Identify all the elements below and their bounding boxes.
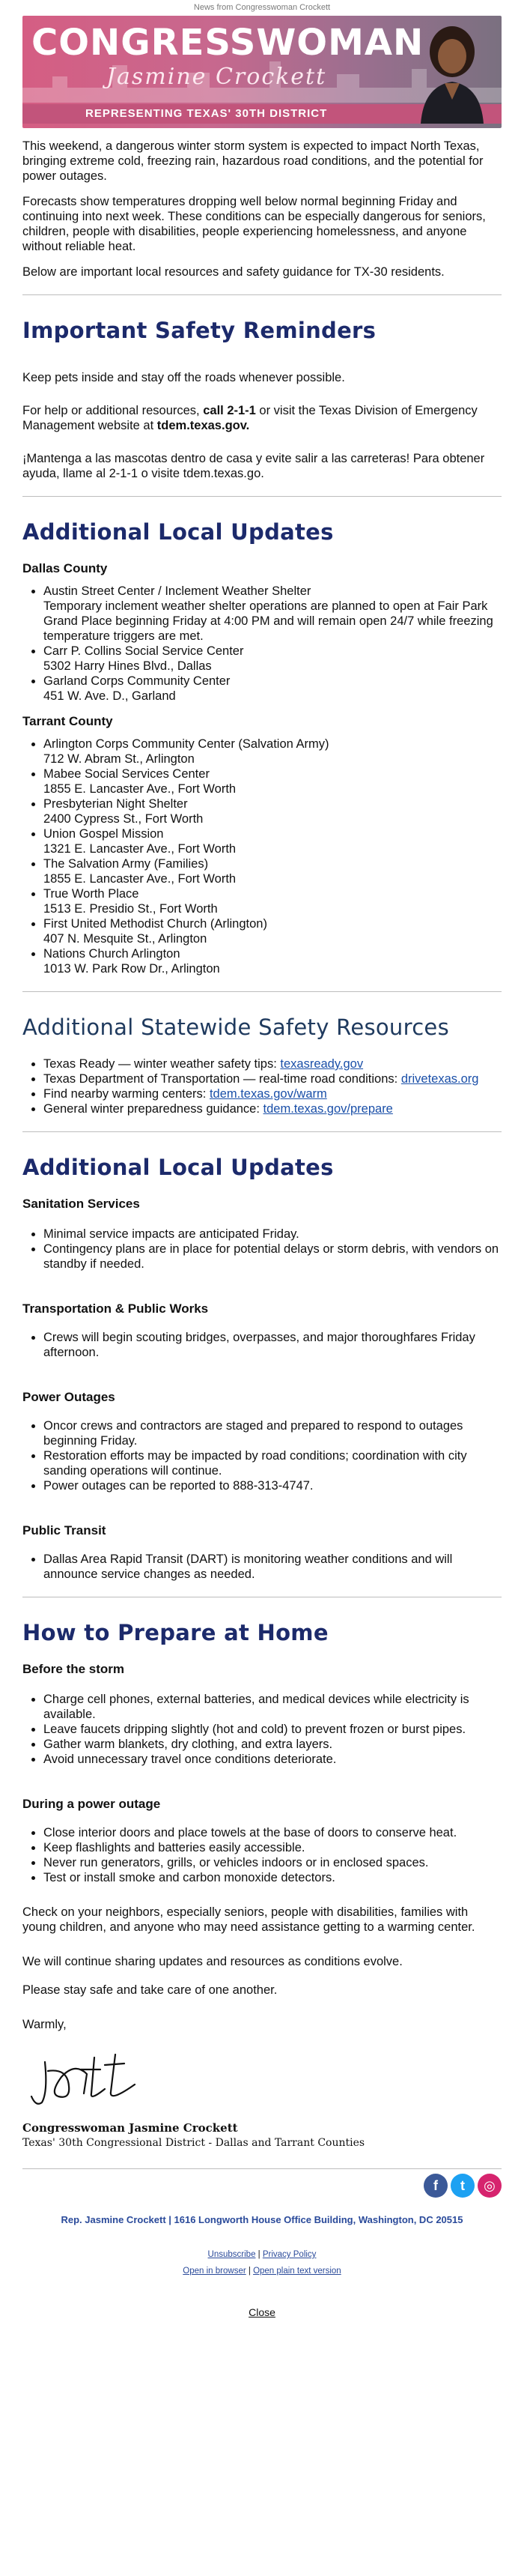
list-item: • Charge cell phones, external batteries, and medical devices while electricity is available. — [43, 1692, 502, 1722]
divider — [22, 294, 502, 295]
close-link[interactable]: Close — [249, 2306, 275, 2318]
divider — [22, 991, 502, 992]
safety-paragraph-1: Keep pets inside and stay off the roads whenever possible. — [22, 371, 345, 384]
updates-paragraph: We will continue sharing updates and resources as conditions evolve. — [22, 1955, 403, 1968]
neighbors-paragraph: Check on your neighbors, especially seniors, people with disabilities, families with young children, and anyone who may need assistance getting to a warming center. — [22, 1905, 475, 1934]
list-item: • Power outages can be reported to 888-313-4747. — [43, 1478, 502, 1493]
transit-list — [22, 1552, 502, 1582]
warming-centers-link[interactable]: tdem.texas.gov/warm — [209, 1087, 327, 1101]
list-item: • The Salvation Army (Families) 1855 E. Lancaster Ave., Fort Worth — [43, 856, 502, 886]
twitter-icon[interactable]: t — [451, 2174, 475, 2198]
power-outages-heading: Power Outages — [22, 1390, 115, 1404]
list-item: • Garland Corps Community Center 451 W. Ave. D., Garland — [43, 674, 502, 704]
sanitation-list — [22, 1227, 502, 1272]
list-item: • Close interior doors and place towels at the base of doors to conserve heat. — [43, 1825, 502, 1840]
list-item: • Never run generators, grills, or vehicles indoors or in enclosed spaces. — [43, 1855, 502, 1870]
power-outage-list — [22, 1825, 502, 1885]
divider — [22, 1131, 502, 1132]
preheader: News from Congresswoman Crockett — [193, 3, 331, 12]
list-item: • Avoid unnecessary travel once conditions deteriorate. — [43, 1752, 502, 1767]
statewide-heading: Additional Statewide Safety Resources — [22, 1015, 449, 1040]
list-item: • Dallas Area Rapid Transit (DART) is monitoring weather conditions and will announce service changes as needed. — [43, 1552, 502, 1582]
intro-paragraph-2: Forecasts show temperatures dropping well below normal beginning Friday and continuing into next week. These conditions can be especially dangerous for seniors, children, people with disabilities, people experiencing homelessness, and anyone without reliable heat. — [22, 195, 486, 253]
tarrant-list — [22, 737, 502, 976]
list-item: • General winter preparedness guidance: tdem.texas.gov/prepare — [43, 1101, 502, 1116]
list-item: • Nations Church Arlington 1013 W. Park Row Dr., Arlington — [43, 946, 502, 976]
before-storm-list — [22, 1692, 502, 1767]
list-item: • Crews will begin scouting bridges, overpasses, and major thoroughfares Friday afternoon. — [43, 1330, 502, 1360]
closing-paragraph: Warmly, — [22, 2018, 67, 2031]
drivetexas-link[interactable]: drivetexas.org — [400, 1072, 479, 1086]
list-item: • Contingency plans are in place for potential delays or storm debris, with vendors on standby if needed. — [43, 1242, 502, 1272]
banner-name: Jasmine Crockett — [106, 64, 327, 90]
safety-paragraph-2: For help or additional resources, call 2-1-1 or visit the Texas Division of Emergency Management website at tdem.texas.gov. — [22, 404, 478, 432]
list-item: • Mabee Social Services Center 1855 E. Lancaster Ave., Fort Worth — [43, 767, 502, 796]
signature-image — [22, 2047, 502, 2114]
unsubscribe-link[interactable]: Unsubscribe — [207, 2250, 256, 2259]
signature-name: Congresswoman Jasmine Crockett — [22, 2121, 238, 2135]
list-item: • Keep flashlights and batteries easily accessible. — [43, 1840, 502, 1855]
stay-safe-paragraph: Please stay safe and take care of one another. — [22, 1983, 278, 1997]
transportation-list — [22, 1330, 502, 1360]
divider — [22, 496, 502, 497]
prepare-link[interactable]: tdem.texas.gov/prepare — [263, 1102, 393, 1116]
signature-subtitle: Texas' 30th Congressional District - Dallas and Tarrant Counties — [22, 2137, 365, 2149]
power-outage-heading: During a power outage — [22, 1797, 161, 1811]
footer-address: Rep. Jasmine Crockett | 1616 Longworth House Office Building, Washington, DC 20515 — [61, 2214, 463, 2225]
list-item: • True Worth Place 1513 E. Presidio St., Fort Worth — [43, 886, 502, 916]
intro-paragraph-1: This weekend, a dangerous winter storm system is expected to impact North Texas, bringing extreme cold, freezing rain, hazardous road conditions, and the potential for power outages. — [22, 139, 484, 183]
list-item: • Find nearby warming centers: tdem.texas.gov/warm — [43, 1086, 502, 1101]
safety-paragraph-spanish: ¡Mantenga a las mascotas dentro de casa y evite salir a las carreteras! Para obtener ayuda, llame al 2-1-1 o visite tdem.texas.go. — [22, 452, 485, 480]
power-list — [22, 1418, 502, 1493]
facebook-icon[interactable]: f — [424, 2174, 448, 2198]
list-item: • Texas Department of Transportation — real-time road conditions: drivetexas.org — [43, 1071, 502, 1086]
safety-heading: Important Safety Reminders — [22, 318, 377, 343]
texasready-link[interactable]: texasready.gov — [280, 1057, 364, 1071]
header-banner — [22, 16, 502, 128]
prepare-heading: How to Prepare at Home — [22, 1620, 329, 1645]
list-item: • First United Methodist Church (Arlington) 407 N. Mesquite St., Arlington — [43, 916, 502, 946]
sanitation-heading: Sanitation Services — [22, 1197, 140, 1211]
list-item: • Restoration efforts may be impacted by road conditions; coordination with city sanding operations will continue. — [43, 1448, 502, 1478]
list-item: • Leave faucets dripping slightly (hot and cold) to prevent frozen or burst pipes. — [43, 1722, 502, 1737]
list-item: • Presbyterian Night Shelter 2400 Cypress St., Fort Worth — [43, 796, 502, 826]
before-storm-heading: Before the storm — [22, 1662, 125, 1676]
instagram-icon[interactable]: ◎ — [478, 2174, 502, 2198]
list-item: • Gather warm blankets, dry clothing, and extra layers. — [43, 1737, 502, 1752]
plain-text-link[interactable]: Open plain text version — [253, 2267, 341, 2276]
list-item: • Arlington Corps Community Center (Salvation Army) 712 W. Abram St., Arlington — [43, 737, 502, 767]
transportation-heading: Transportation & Public Works — [22, 1301, 209, 1316]
banner-title: CONGRESSWOMAN — [31, 22, 424, 64]
banner-subtitle: REPRESENTING TEXAS' 30TH DISTRICT — [22, 104, 502, 124]
dallas-county-heading: Dallas County — [22, 561, 108, 575]
tdem-link-text: tdem.texas.gov. — [156, 419, 250, 432]
social-icons — [22, 2169, 502, 2205]
list-item: • Minimal service impacts are anticipated Friday. — [43, 1227, 502, 1242]
open-in-browser-link[interactable]: Open in browser — [183, 2267, 246, 2276]
statewide-list — [22, 1056, 502, 1116]
local-updates-heading: Additional Local Updates — [22, 519, 334, 545]
list-item: • Oncor crews and contractors are staged and prepared to respond to outages beginning Friday. — [43, 1418, 502, 1448]
list-item: • Carr P. Collins Social Service Center 5302 Harry Hines Blvd., Dallas — [43, 644, 502, 674]
public-transit-heading: Public Transit — [22, 1523, 106, 1538]
list-item: • Union Gospel Mission 1321 E. Lancaster Ave., Fort Worth — [43, 826, 502, 856]
list-item: • Texas Ready — winter weather safety tips: texasready.gov — [43, 1056, 502, 1071]
close-area — [22, 2306, 502, 2318]
call-211: call 2-1-1 — [203, 404, 256, 417]
list-item: • Austin Street Center / Inclement Weather Shelter Temporary inclement weather shelter operations are planned to open at Fair Park Grand Place beginning Friday at 4:00 PM and will remain open 24/7 while freezing temperature triggers are met. — [43, 584, 502, 644]
portrait-image — [416, 22, 488, 124]
list-item: • Test or install smoke and carbon monoxide detectors. — [43, 1870, 502, 1885]
tarrant-county-heading: Tarrant County — [22, 714, 113, 728]
intro-paragraph-3: Below are important local resources and safety guidance for TX-30 residents. — [22, 265, 445, 279]
privacy-policy-link[interactable]: Privacy Policy — [262, 2250, 317, 2259]
local-updates-heading-2: Additional Local Updates — [22, 1155, 334, 1180]
dallas-list — [22, 584, 502, 704]
footer-links: Unsubscribe | Privacy Policy Open in browser | Open plain text version — [183, 2250, 341, 2276]
